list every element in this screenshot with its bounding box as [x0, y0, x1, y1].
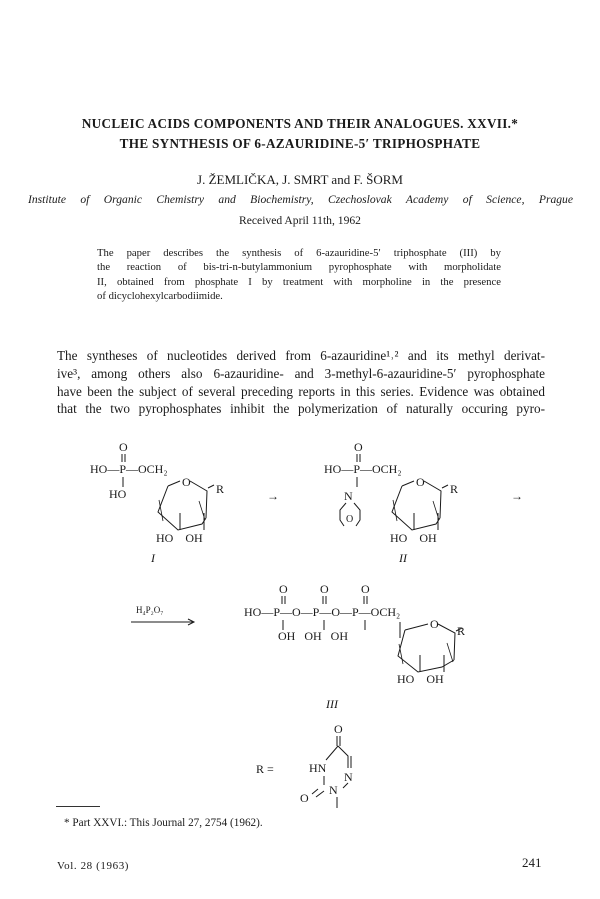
p-o-double-bond	[357, 454, 360, 462]
ring-oxygen-label: O	[416, 475, 425, 489]
title-line-2: THE SYNTHESIS OF 6-AZAURIDINE-5′ TRIPHOSPHATE	[119, 136, 481, 151]
ribose-ring-hatch	[159, 500, 205, 521]
morpholine-n-label: N	[344, 489, 353, 503]
title-line-1: NUCLEIC ACIDS COMPONENTS AND THEIR ANALOGUES. XXVII.*	[81, 116, 519, 131]
p-o-double-bonds	[282, 596, 367, 604]
oxo-label: O	[361, 582, 370, 596]
base-n-label: N	[344, 770, 353, 784]
page-number: 241	[522, 855, 542, 870]
hydroxyl-label: HO	[109, 487, 127, 501]
body-line: that the two pyrophosphates inhibit the polymerization of naturally occuring pyro-	[57, 401, 545, 417]
hydroxyls-label: HO OH	[156, 531, 203, 545]
abstract-line: of dicyclohexylcarbodiimide.	[97, 290, 223, 303]
reagent-arrow	[131, 619, 194, 625]
footnote: * Part XXVI.: This Journal 27, 2754 (1962).	[64, 817, 263, 829]
p-o-double-bond	[122, 454, 125, 462]
base-carbonyl-bond	[337, 736, 340, 746]
ring-oxygen-label: O	[182, 475, 191, 489]
journal-volume: Vol. 28 (1963)	[57, 860, 130, 872]
received-date: Received April 11th, 1962	[239, 214, 361, 227]
oxo-label: O	[320, 582, 329, 596]
footnote-rule	[56, 806, 100, 807]
phosphate-label: HO—P—OCH₂	[324, 462, 402, 476]
oxo-label: O	[354, 440, 363, 454]
ribose-ring-hatch	[399, 643, 453, 664]
hydroxyls-label: HO OH	[397, 672, 444, 686]
compound-label-ii: II	[399, 551, 407, 565]
oxo-label: O	[119, 440, 128, 454]
base-hn-label: HN	[309, 761, 327, 775]
authors: J. ŽEMLIČKA, J. SMRT and F. ŠORM	[197, 172, 403, 187]
base-r-label: R	[457, 624, 466, 638]
oxo-label: O	[279, 582, 288, 596]
base-oxo-label: O	[334, 722, 343, 736]
base-r-label: R	[450, 482, 459, 496]
body-line: ive³, among others also 6-azauridine- and 3-methyl-6-azauridine-5′ pyrophosphate	[57, 365, 545, 381]
morpholine-o-label: O	[346, 514, 354, 525]
base-r-label: R	[216, 482, 225, 496]
ribose-ring-hatch	[393, 500, 439, 521]
abstract-line: II, obtained from phosphate I by treatment with morpholine in the presence	[97, 275, 501, 288]
body-line: The syntheses of nucleotides derived from 6-azauridine¹˒² and its methyl derivat-	[57, 348, 545, 363]
arrow-1: →	[267, 489, 279, 503]
base-n-label: N	[329, 783, 338, 797]
body-line: have been the subject of several preceding reports in this series. Evidence was obtained	[57, 383, 545, 399]
r-definition-label: R =	[256, 762, 274, 776]
compound-label-i: I	[151, 551, 155, 565]
reagent-label: H₄P₂O₇	[136, 605, 164, 615]
arrow-2: →	[511, 489, 523, 503]
phosphate-label: HO—P—OCH₂	[90, 462, 168, 476]
triphosphate-label: HO—P—O—P—O—P—OCH₂	[244, 605, 401, 619]
abstract-line: the reaction of bis-tri-n-butylammonium pyrophosphate with morpholidate	[97, 261, 501, 274]
hydroxyl-row-label: OH OH OH	[278, 629, 348, 643]
institution: Institute of Organic Chemistry and Biochemistry, Czechoslovak Academy of Science, Prague	[28, 193, 573, 206]
base-oxo-label: O	[300, 791, 309, 805]
abstract-line: The paper describes the synthesis of 6-azauridine-5′ triphosphate (III) by	[97, 247, 501, 259]
compound-label-iii: III	[326, 697, 338, 711]
hydroxyls-label: HO OH	[390, 531, 437, 545]
ring-oxygen-label: O	[430, 617, 439, 631]
